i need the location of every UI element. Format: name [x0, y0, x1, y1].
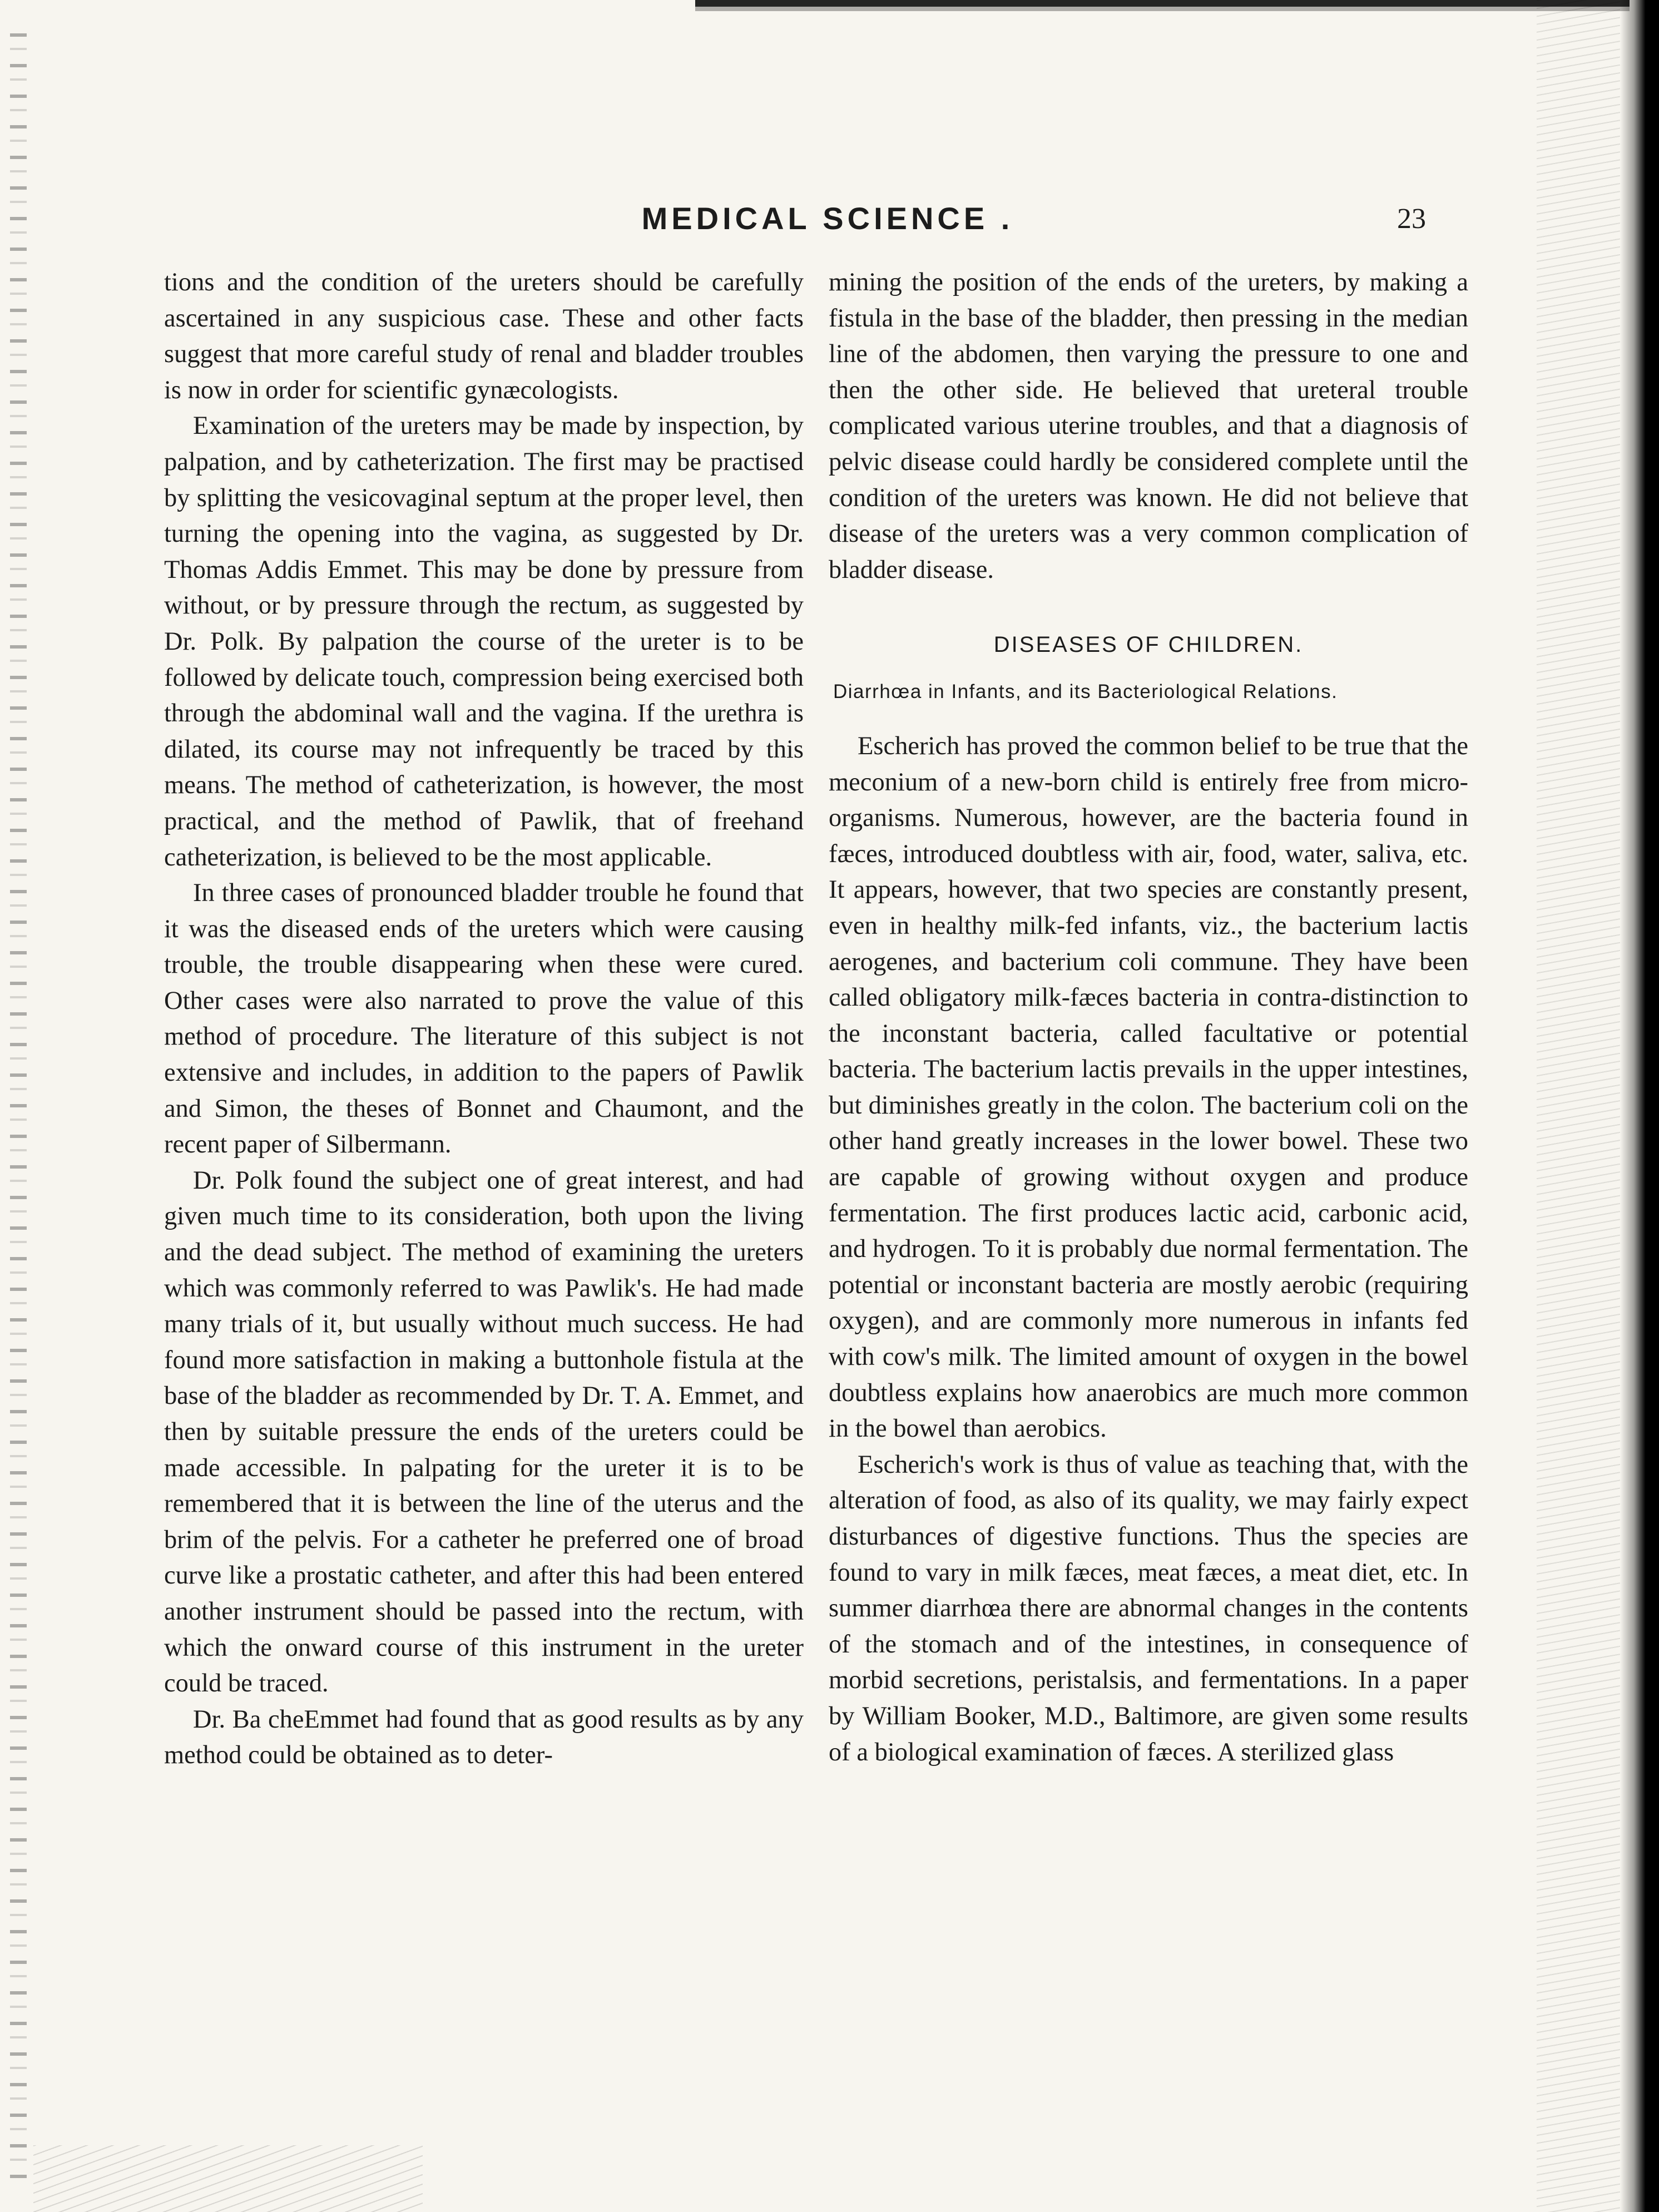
paragraph: Dr. Polk found the subject one of great interest, and had given much time to its consideration, both upon the living and the dead subject. The method of examining the ureters which was commonly referred to was Pawlik's. He had made many trials of it, but usually without much success. He had found more satisfaction in making a buttonhole fistula at the base of the bladder as recommended by Dr. T. A. Emmet, and then by suitable pressure the ends of the ureters could be made accessible. In palpating for the ureter it is to be remembered that it is between the line of the uterus and the brim of the pelvis. For a catheter he preferred one of broad curve like a prostatic catheter, and after this had been entered another instrument should be passed into the rectum, with which the onward course of this instrument in the ureter could be traced. — [164, 1166, 804, 1698]
paragraph: tions and the condition of the ureters should be carefully ascertained in any suspicious case. These and other facts suggest that more careful study of renal and bladder troubles is now in order for scientific gynæcologists. — [164, 268, 804, 404]
scan-edge-artifact — [695, 0, 1630, 20]
paragraph: Dr. Ba cheEmmet had found that as good results as by any method could be obtained as to deter- — [164, 1705, 804, 1770]
running-head — [0, 200, 1659, 250]
section-heading: DISEASES OF CHILDREN. — [993, 632, 1304, 657]
continued-paragraph: mining the position of the ends of the ureters, by making a fistula in the base of the bladder, then pressing in the median line of the abdomen, then varying the pressure to one and then the other side. He believed that ureteral trouble complicated various uterine troubles, and that a diagnosis of pelvic disease could hardly be considered complete until the condition of the ureters was known. He did not believe that disease of the ureters was a very common complication of bladder disease. — [829, 268, 1468, 584]
right-column — [829, 265, 1468, 1770]
scan-edge-artifact — [1620, 0, 1659, 2212]
article-title: Diarrhœa in Infants, and its Bacteriological Relations. — [833, 680, 1338, 702]
paragraph: In three cases of pronounced bladder trouble he found that it was the diseased ends of the ureters which were causing trouble, the trouble disappearing when these were cured. Other cases were also narrated to prove the value of this method of procedure. The literature of this subject is not extensive and includes, in addition to the papers of Pawlik and Simon, the theses of Bonnet and Chaumont, and the recent paper of Silbermann. — [164, 879, 804, 1159]
paragraph: Escherich has proved the common belief to be true that the meconium of a new-born child is entirely free from micro-organisms. Numerous, however, are the bacteria found in fæces, introduced doubtless with air, food, water, saliva, etc. It appears, however, that two species are constantly present, even in healthy milk-fed infants, viz., the bacterium lactis aerogenes, and bacterium coli commune. They have been called obligatory milk-fæces bacteria in contra-distinction to the inconstant bacteria, called facultative or potential bacteria. The bacterium lactis prevails in the upper intestines, but diminishes greatly in the colon. The bacterium coli on the other hand greatly increases in the lower bowel. These two are capable of growing without oxygen and produce fermentation. The first produces lactic acid, carbonic acid, and hydrogen. To it is probably due normal fermentation. The potential or inconstant bacteria are mostly aerobic (requiring oxygen), and are commonly more numerous in infants fed with cow's milk. The limited amount of oxygen in the bowel doubtless explains how anaerobics are much more common in the bowel than aerobics. — [829, 731, 1468, 1443]
journal-title: MEDICAL SCIENCE . — [641, 201, 1014, 236]
scan-edge-artifact — [10, 33, 27, 2180]
page-number: 23 — [1397, 203, 1426, 235]
scan-edge-artifact — [1537, 0, 1620, 2212]
scan-edge-artifact — [33, 2145, 423, 2212]
paragraph: Examination of the ureters may be made by inspection, by palpation, and by catheterization. The first may be practised by splitting the vesicovaginal septum at the proper level, then turning the opening into the vagina, as suggested by Dr. Thomas Addis Emmet. This may be done by pressure from without, or by pressure through the rectum, as suggested by Dr. Polk. By palpation the course of the ureter is to be followed by delicate touch, compression being exercised both through the abdominal wall and the vagina. If the urethra is dilated, its course may not infrequently be traced by this means. The method of catheterization, is however, the most practical, and the method of Pawlik, that of freehand catheterization, is believed to be the most applicable. — [164, 412, 804, 872]
left-column — [164, 265, 804, 1774]
paragraph: Escherich's work is thus of value as teaching that, with the alteration of food, as also of its quality, we may fairly expect disturbances of digestive functions. Thus the species are found to vary in milk fæces, meat fæces, a meat diet, etc. In summer diarrhœa there are abnormal changes in the contents of the stomach and of the intestines, in consequence of morbid secretions, peristalsis, and fermentations. In a paper by William Booker, M.D., Baltimore, are given some results of a biological examination of fæces. A sterilized glass — [829, 1450, 1468, 1766]
